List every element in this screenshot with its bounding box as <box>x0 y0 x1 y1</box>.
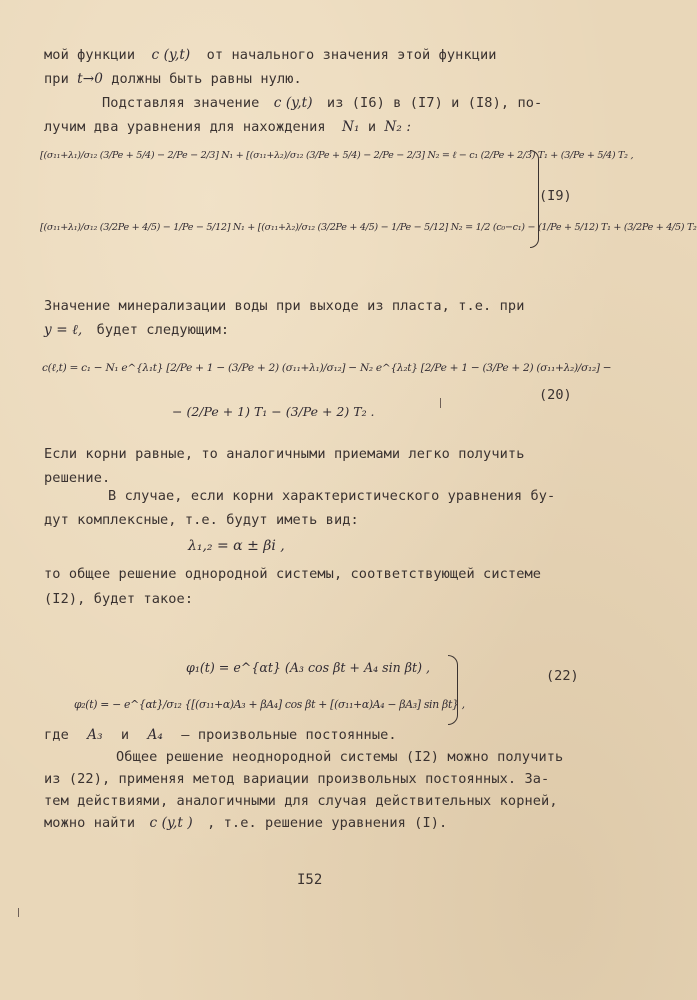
math-symbol: A₄ <box>147 727 163 743</box>
text-segment: дут комплексные, т.е. будут иметь вид: <box>44 512 359 528</box>
equation-number-20: (20) <box>539 387 572 403</box>
text-segment: где <box>44 727 69 743</box>
text-line <box>44 771 549 787</box>
text-segment: , т.е. решение уравнения (I). <box>207 815 448 831</box>
brace-19 <box>530 150 539 248</box>
text-line <box>44 793 558 809</box>
equation-20-row-2: − (2/Pe + 1) T₁ − (3/Pe + 2) T₂ . <box>172 404 375 419</box>
text-segment: и <box>367 119 377 135</box>
text-segment: – произвольные постоянные. <box>181 727 397 743</box>
text-segment: мой функции <box>44 47 136 63</box>
text-segment: из (22), применяя метод вариации произвольных постоянных. За- <box>44 771 550 787</box>
text-line <box>116 749 563 765</box>
text-segment: должны быть равны нулю. <box>111 71 302 87</box>
text-segment: (I2), будет такое: <box>44 591 194 607</box>
text-segment: В случае, если корни характеристического уравнения бу- <box>108 488 556 504</box>
text-segment: от начального значения этой функции <box>206 47 497 63</box>
text-line <box>44 446 524 462</box>
text-segment: Подставляя значение <box>102 95 260 111</box>
text-segment: Значение минерализации воды при выходе из пласта, т.е. при <box>44 298 525 314</box>
text-segment: из (I6) в (I7) и (I8), по- <box>326 95 543 111</box>
math-symbol: y = ℓ, <box>44 322 83 338</box>
text-line <box>44 470 110 486</box>
text-line <box>44 47 497 63</box>
text-segment: Если корни равные, то аналогичными приемами легко получить <box>44 446 525 462</box>
text-segment: то общее решение однородной системы, соответствующей системе <box>44 566 542 582</box>
equation-19-row-2: [(σ₁₁+λ₁)/σ₁₂ (3/2Pe + 4/5) − 1/Pe − 5/12] N₁ + [(σ₁₁+λ₂)/σ₁₂ (3/2Pe + 4/5) − 1/Pe − 5/12] N₂ = 1/2 (c₀−c₁) − (1/Pe + 5/12) T₁ + (3/2Pe + 4/5) T₂ <box>40 222 697 233</box>
math-symbol: c (y,t) <box>151 47 191 63</box>
text-segment: Общее решение неоднородной системы (I2) можно получить <box>116 749 564 765</box>
text-segment: тем действиями, аналогичными для случая действительных корней, <box>44 793 558 809</box>
equation-number-22: (22) <box>546 668 579 684</box>
equation-roots: λ₁,₂ = α ± βi , <box>188 538 285 554</box>
text-segment: будет следующим: <box>96 322 230 338</box>
text-segment: лучим два уравнения для нахождения <box>44 119 326 135</box>
text-line <box>108 488 555 504</box>
text-segment: при <box>44 71 69 87</box>
equation-22-row-2: φ₂(t) = − e^{αt}/σ₁₂ {[(σ₁₁+α)A₃ + βA₄] cos βt + [(σ₁₁+α)A₄ − βA₃] sin βt} , <box>74 698 465 711</box>
equation-number-19: (I9) <box>539 188 572 204</box>
page-number: I52 <box>297 872 323 888</box>
equation-19-row-1: [(σ₁₁+λ₁)/σ₁₂ (3/Pe + 5/4) − 2/Pe − 2/3] N₁ + [(σ₁₁+λ₂)/σ₁₂ (3/Pe + 5/4) − 2/Pe − 2/3] N₂ = ℓ − c₁ (2/Pe + 2/3) T₁ + (3/Pe + 5/4) T₂ , <box>40 150 634 161</box>
text-segment: можно найти <box>44 815 136 831</box>
math-symbol: t→0 <box>77 71 103 87</box>
brace-22 <box>448 655 458 725</box>
text-line <box>44 815 447 831</box>
text-segment: и <box>120 727 130 743</box>
text-line <box>44 298 524 314</box>
equation-20-row-1: c(ℓ,t) = c₁ − N₁ e^{λ₁t} [2/Pe + 1 − (3/Pe + 2) (σ₁₁+λ₁)/σ₁₂] − N₂ e^{λ₂t} [2/Pe + 1 − (3/Pe + 2) (σ₁₁+λ₂)/σ₁₂] − <box>42 362 612 374</box>
text-line <box>44 119 411 135</box>
math-symbol: c (y,t ) <box>149 815 193 831</box>
stray-mark <box>440 398 441 408</box>
text-line <box>44 512 359 528</box>
math-symbol: A₃ <box>87 727 103 743</box>
text-line <box>44 322 229 338</box>
text-line <box>44 566 541 582</box>
math-symbol: N₁ <box>341 119 360 135</box>
text-line <box>44 727 397 743</box>
math-symbol: c (y,t) <box>273 95 313 111</box>
text-segment: решение. <box>44 470 111 486</box>
text-line <box>102 95 542 111</box>
margin-mark <box>18 908 19 917</box>
equation-22-row-1: φ₁(t) = e^{αt} (A₃ cos βt + A₄ sin βt) , <box>186 660 430 675</box>
math-symbol: N₂ : <box>384 119 412 135</box>
text-line <box>44 71 302 87</box>
text-line <box>44 591 193 607</box>
